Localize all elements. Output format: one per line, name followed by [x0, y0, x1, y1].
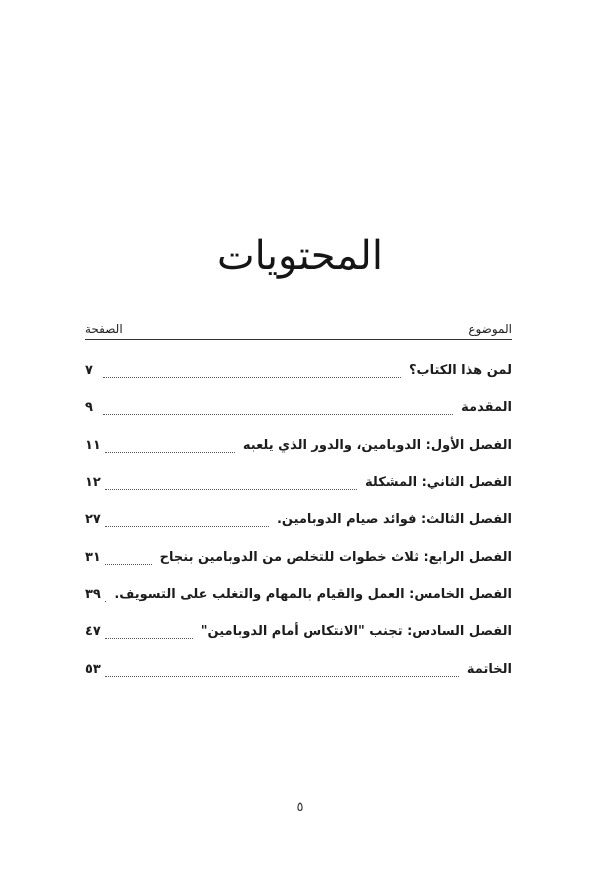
toc-entry-page: ٥٣: [85, 661, 101, 677]
dot-leader: [103, 369, 401, 378]
toc-entry: [85, 427, 512, 464]
toc-entry: [85, 501, 512, 538]
dot-leader: [105, 518, 269, 527]
toc-entry: [85, 389, 512, 426]
topic-column-label: الموضوع: [468, 322, 512, 336]
toc-entry-title: المقدمة: [461, 400, 512, 416]
toc-entry: [85, 538, 512, 575]
toc-entry-page: ٤٧: [85, 624, 101, 640]
dot-leader: [105, 481, 357, 490]
dot-leader: [105, 630, 193, 639]
toc-entry-title: الفصل الرابع: ثلاث خطوات للتخلص من الدوبامين بنجاح: [159, 549, 512, 565]
page-title: المحتويات: [217, 233, 383, 279]
toc-header: [85, 314, 512, 336]
toc-entry-page: ١٢: [85, 475, 101, 491]
toc-entry-page: ٢٧: [85, 512, 101, 528]
toc-entry-title: الخاتمة: [466, 661, 512, 677]
toc-entry-title: الفصل الأول: الدوبامين، والدور الذي يلعبه: [242, 437, 512, 453]
toc-entry-title: الفصل الثالث: فوائد صيام الدوبامين.: [276, 512, 512, 528]
dot-leader: [103, 406, 453, 415]
toc-list: [85, 352, 512, 688]
toc-entry: [85, 464, 512, 501]
header-divider: [85, 339, 512, 340]
dot-leader: [105, 444, 235, 453]
toc-entry-page: ٣١: [85, 549, 101, 565]
dot-leader: [105, 556, 152, 565]
toc-entry-page: ١١: [85, 437, 101, 453]
toc-entry-title: الفصل الثاني: المشكلة: [365, 475, 512, 491]
toc-entry: [85, 352, 512, 389]
toc-entry-title: الفصل الخامس: العمل والقيام بالمهام والتغلب على التسويف.: [114, 586, 512, 602]
toc-entry-title: الفصل السادس: تجنب "الانتكاس أمام الدوبامين": [200, 624, 512, 640]
toc-entry-page: ٣٩: [85, 586, 101, 602]
page-number: ٥: [296, 800, 304, 815]
toc-entry-page: ٧: [85, 363, 93, 379]
toc-entry-page: ٩: [85, 400, 93, 416]
dot-leader: [105, 593, 106, 602]
toc-entry: [85, 576, 512, 613]
toc-entry: [85, 650, 512, 687]
dot-leader: [105, 668, 459, 677]
toc-entry: [85, 613, 512, 650]
toc-entry-title: لمن هذا الكتاب؟: [408, 363, 512, 379]
page-column-label: الصفحة: [85, 322, 123, 336]
